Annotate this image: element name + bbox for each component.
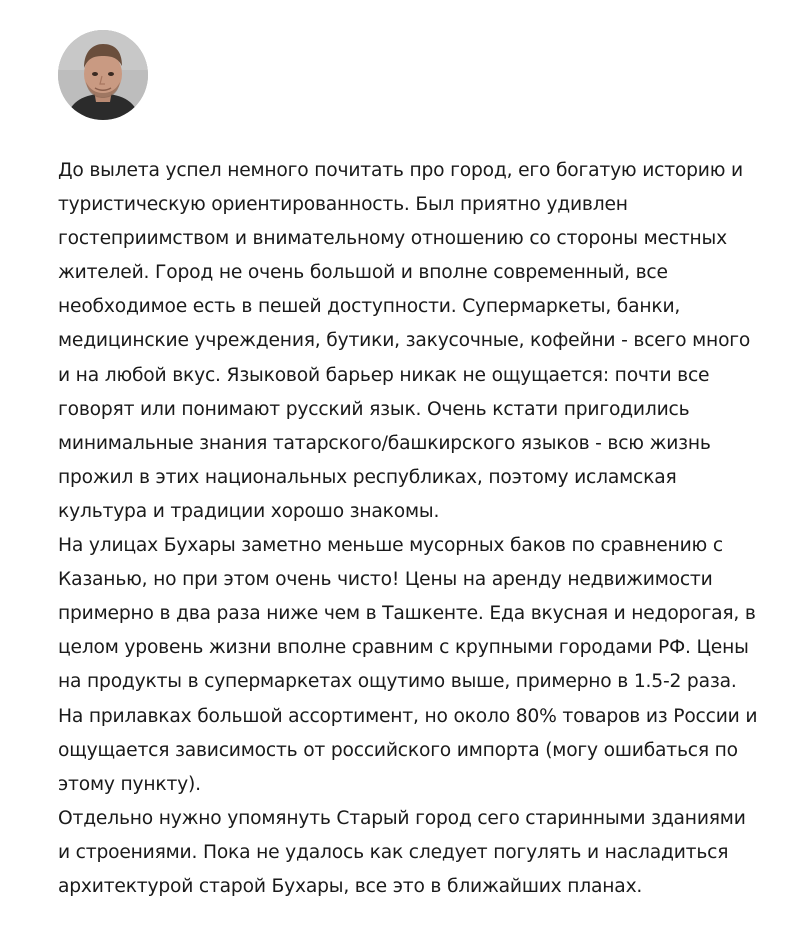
avatar[interactable] [58,30,148,120]
review-paragraph-3: Отдельно нужно упомянуть Старый город сего старинными зданиями и строениями. Пока не удалось как следует погулять и насладиться архитектурой старой Бухары, все это в ближайших планах. [58,807,746,897]
review-paragraph-2: На улицах Бухары заметно меньше мусорных баков по сравнению с Казанью, но при этом очень чисто! Цены на аренду недвижимости примерно в два раза ниже чем в Ташкенте. Еда вкусная и недорогая, в целом уровень жизни вполне сравним с крупными городами РФ. Цены на продукты в супермаркетах ощутимо выше, примерно в 1.5-2 раза. На прилавках большой ассортимент, но около 80% товаров из России и ощущается зависимость от российского импорта (могу ошибаться по этому пункту). [58,535,758,795]
user-avatar-icon [58,30,148,120]
review-text [58,154,758,904]
review-paragraph-1: До вылета успел немного почитать про город, его богатую историю и туристическую ориентированность. Был приятно удивлен гостеприимством и внимательному отношению со стороны местных жителей. Город не очень большой и вполне современный, все необходимое есть в пешей доступности. Супермаркеты, банки, медицинские учреждения, бутики, закусочные, кофейни - всего много и на любой вкус. Языковой барьер никак не ощущается: почти все говорят или понимают русский язык. Очень кстати пригодились минимальные знания татарского/башкирского языков - всю жизнь прожил в этих национальных республиках, поэтому исламская культура и традиции хорошо знакомы. [58,160,751,522]
